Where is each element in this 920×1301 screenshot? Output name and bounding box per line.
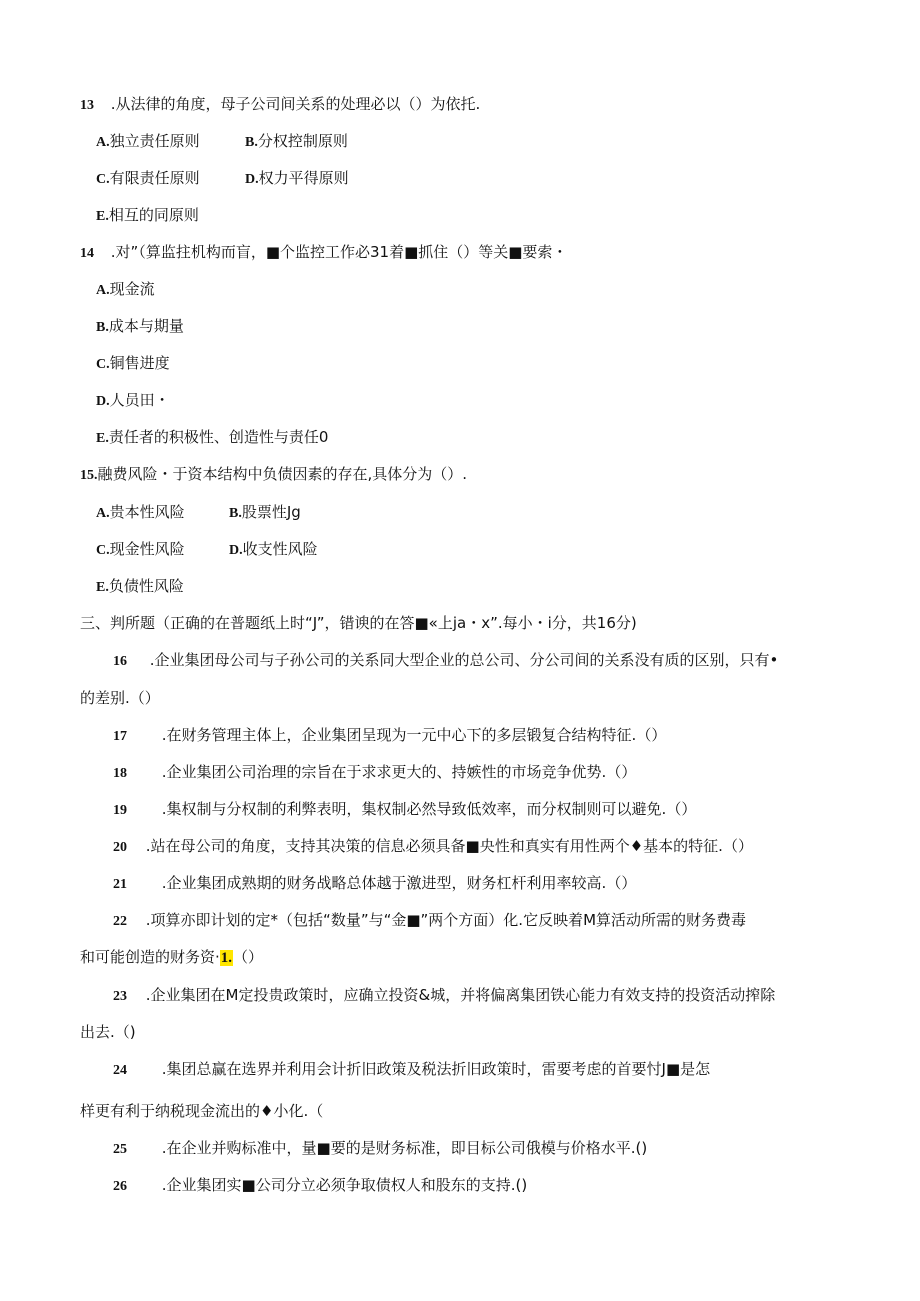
section-heading: 三、判所题（正确的在普题纸上时“J”，错谀的在答■«上ja・x”.每小・i分，共16分) (80, 614, 637, 632)
question-text: .从法律的角度，母子公司间关系的处理必以（）为依托. (110, 95, 481, 113)
option-b: B.成本与期量 (96, 317, 184, 335)
option-d: D.权力平得原则 (245, 169, 349, 187)
question-19: 19 .集权制与分权制的利弊表明，集权制必然导致低效率，而分权制则可以避免.（） (113, 800, 697, 818)
option-e: E.相互的同原则 (96, 206, 199, 224)
option-c: C.铜售进度 (96, 354, 170, 372)
question-25: 25 .在企业并购标准中，量■要的是财务标准，即目标公司俄模与价格水平.() (113, 1139, 648, 1157)
option-b: B.股票性Jg (229, 503, 301, 521)
question-16-continuation: 的差别.（） (80, 689, 160, 707)
option-e: E.负债性风险 (96, 577, 184, 595)
option-a: A.贵本性风险 (96, 503, 185, 521)
question-number: 14 (80, 246, 94, 261)
highlight-mark: 1. (220, 950, 233, 966)
option-d: D.收支性风险 (229, 540, 318, 558)
question-20: 20 .站在母公司的角度，支持其决策的信息必须具备■央性和真实有用性两个♦基本的特征.（） (113, 837, 753, 855)
option-a: A.独立责任原则 (96, 132, 200, 150)
option-d: D.人员田・ (96, 391, 170, 409)
question-22: 22 .项算亦即计划的定*（包括“数量”与“金■”两个方面）化.它反映着M算活动所需的财务费毒 (113, 911, 747, 929)
question-18: 18 .企业集团公司治理的宗旨在于求求更大的、持嫉性的市场竞争优势.（） (113, 763, 637, 781)
option-c: C.有限责任原则 (96, 169, 200, 187)
question-15 (80, 464, 467, 484)
question-24-continuation: 样更有利于纳税现金流出的♦小化.（ (80, 1102, 324, 1120)
option-c: C.现金性风险 (96, 540, 185, 558)
option-b: B.分权控制原则 (245, 132, 348, 150)
question-22-continuation: 和可能创造的财务资·1.（） (80, 948, 264, 966)
option-e: E.责任者的积极性、创造性与责任0 (96, 428, 329, 446)
question-23: 23 .企业集团在M定投贵政策时，应确立投资&城，并将偏离集团铁心能力有效支持的投资活动搾除 (113, 986, 776, 1004)
question-number: 15. (80, 468, 98, 483)
question-number: 13 (80, 98, 94, 113)
question-26: 26 .企业集团实■公司分立必须争取债权人和股东的支持.() (113, 1176, 528, 1194)
option-a: A.现金流 (96, 280, 155, 298)
question-text: 融费风险・于资本结构中负债因素的存在,具体分为（）. (97, 465, 468, 483)
question-23-continuation: 出去.（) (80, 1023, 136, 1041)
question-24: 24 .集团总赢在选界并利用会计折旧政策及税法折旧政策时，雷要考虑的首要忖J■是怎 (113, 1060, 711, 1078)
question-16: 16 .企业集团母公司与子孙公司的关系同大型企业的总公司、分公司间的关系没有质的区别，只有• (113, 651, 779, 669)
question-21: 21 .企业集团成熟期的财务战略总体越于激进型，财务杠杆利用率较高.（） (113, 874, 637, 892)
question-17: 17 .在财务管理主体上，企业集团呈现为一元中心下的多层锻复合结构特征.（） (113, 726, 667, 744)
question-13 (80, 94, 480, 114)
question-text: .对”（算监拄机构而盲，■个监控工作必31着■抓住（）等关■要索・ (110, 243, 568, 261)
question-14 (80, 242, 567, 262)
